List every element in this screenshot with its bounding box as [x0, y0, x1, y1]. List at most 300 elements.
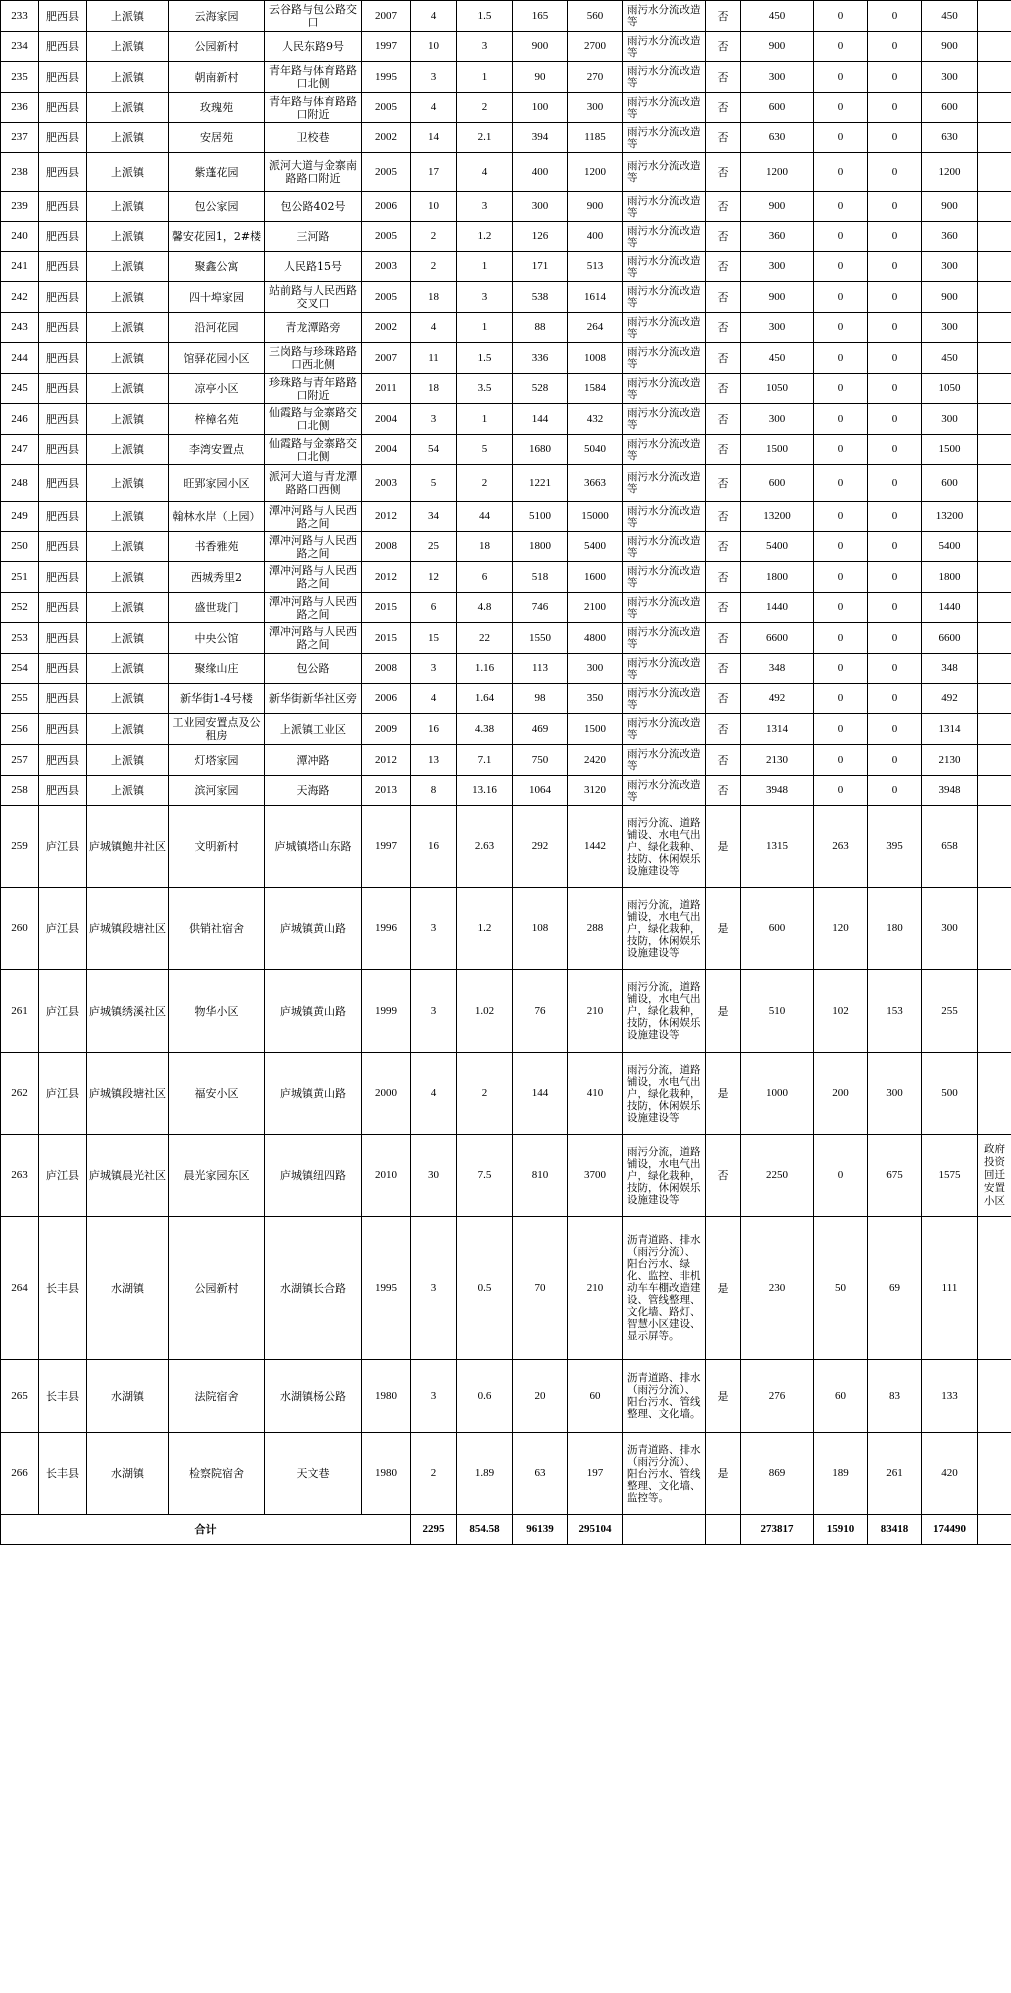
address-cell: 派河大道与青龙潭路路口西侧	[265, 465, 362, 502]
year-cell: 2005	[362, 222, 411, 252]
people-cell: 300	[568, 654, 623, 684]
year-cell: 1997	[362, 32, 411, 62]
investment-cell: 869	[741, 1433, 814, 1515]
provincial-fund-cell: 0	[868, 1, 922, 32]
community-name: 晨光家园东区	[169, 1135, 265, 1217]
area-cell: 3	[457, 32, 513, 62]
address-cell: 青年路与体育路路口北侧	[265, 62, 362, 93]
county-cell: 肥西县	[39, 435, 87, 465]
area-cell: 1.89	[457, 1433, 513, 1515]
people-cell: 1600	[568, 562, 623, 593]
year-cell: 2010	[362, 1135, 411, 1217]
address-cell: 庐城镇纽四路	[265, 1135, 362, 1217]
community-name: 法院宿舍	[169, 1360, 265, 1433]
investment-cell: 13200	[741, 502, 814, 532]
county-cell: 肥西县	[39, 654, 87, 684]
row-number: 246	[1, 404, 39, 435]
note-cell	[978, 252, 1011, 282]
table-row	[1, 343, 1011, 374]
totals-empty	[978, 1515, 1011, 1545]
table-row	[1, 1360, 1011, 1433]
measures-cell: 沥青道路、排水（雨污分流）、阳台污水、管线整理、文化墙、监控等。	[623, 1433, 706, 1515]
address-cell: 派河大道与金寨南路路口附近	[265, 153, 362, 192]
county-cell: 肥西县	[39, 123, 87, 153]
table-row	[1, 745, 1011, 776]
table-row	[1, 192, 1011, 222]
totals-empty	[623, 1515, 706, 1545]
local-fund-cell: 1800	[922, 562, 978, 593]
households-cell: 469	[513, 714, 568, 745]
town-cell: 上派镇	[87, 222, 169, 252]
investment-cell: 1440	[741, 593, 814, 623]
provincial-fund-cell: 0	[868, 684, 922, 714]
households-cell: 1800	[513, 532, 568, 562]
county-cell: 肥西县	[39, 745, 87, 776]
row-number: 251	[1, 562, 39, 593]
row-number: 241	[1, 252, 39, 282]
address-cell: 人民路15号	[265, 252, 362, 282]
local-fund-cell: 300	[922, 313, 978, 343]
people-cell: 410	[568, 1053, 623, 1135]
local-fund-cell: 1050	[922, 374, 978, 404]
flag-cell: 是	[706, 1433, 741, 1515]
local-fund-cell: 420	[922, 1433, 978, 1515]
community-name: 四十埠家园	[169, 282, 265, 313]
row-number: 253	[1, 623, 39, 654]
local-fund-cell: 500	[922, 1053, 978, 1135]
town-cell: 水湖镇	[87, 1433, 169, 1515]
note-cell	[978, 93, 1011, 123]
provincial-fund-cell: 0	[868, 404, 922, 435]
buildings-cell: 3	[411, 62, 457, 93]
town-cell: 上派镇	[87, 343, 169, 374]
households-cell: 165	[513, 1, 568, 32]
county-cell: 肥西县	[39, 404, 87, 435]
area-cell: 7.1	[457, 745, 513, 776]
town-cell: 庐城镇鲍井社区	[87, 806, 169, 888]
address-cell: 青龙潭路旁	[265, 313, 362, 343]
note-cell	[978, 282, 1011, 313]
measures-cell: 雨污分流，道路铺设，水电气出户，绿化栽种，技防，休闲娱乐设施建设等	[623, 888, 706, 970]
county-cell: 肥西县	[39, 282, 87, 313]
buildings-cell: 34	[411, 502, 457, 532]
area-cell: 1	[457, 62, 513, 93]
central-fund-cell: 0	[814, 502, 868, 532]
note-cell	[978, 1053, 1011, 1135]
households-cell: 528	[513, 374, 568, 404]
buildings-cell: 4	[411, 1, 457, 32]
area-cell: 4.38	[457, 714, 513, 745]
community-name: 包公家园	[169, 192, 265, 222]
table-row	[1, 465, 1011, 502]
year-cell: 2007	[362, 1, 411, 32]
row-number: 254	[1, 654, 39, 684]
measures-cell: 雨污水分流改造等	[623, 343, 706, 374]
note-cell	[978, 532, 1011, 562]
note-cell	[978, 32, 1011, 62]
row-number: 236	[1, 93, 39, 123]
community-name: 翰林水岸（上园）	[169, 502, 265, 532]
flag-cell: 否	[706, 404, 741, 435]
county-cell: 肥西县	[39, 313, 87, 343]
local-fund-cell: 360	[922, 222, 978, 252]
investment-cell: 230	[741, 1217, 814, 1360]
address-cell: 潭冲路	[265, 745, 362, 776]
note-cell	[978, 343, 1011, 374]
year-cell: 2003	[362, 465, 411, 502]
county-cell: 肥西县	[39, 465, 87, 502]
table-row	[1, 970, 1011, 1053]
flag-cell: 否	[706, 745, 741, 776]
provincial-fund-cell: 0	[868, 313, 922, 343]
year-cell: 1996	[362, 888, 411, 970]
local-fund-cell: 1575	[922, 1135, 978, 1217]
table-row	[1, 654, 1011, 684]
flag-cell: 否	[706, 32, 741, 62]
county-cell: 长丰县	[39, 1433, 87, 1515]
row-number: 233	[1, 1, 39, 32]
table-row	[1, 153, 1011, 192]
people-cell: 1200	[568, 153, 623, 192]
flag-cell: 否	[706, 1, 741, 32]
table-row	[1, 1135, 1011, 1217]
address-cell: 新华街新华社区旁	[265, 684, 362, 714]
investment-cell: 1315	[741, 806, 814, 888]
people-cell: 300	[568, 93, 623, 123]
central-fund-cell: 0	[814, 222, 868, 252]
community-name: 凉亭小区	[169, 374, 265, 404]
provincial-fund-cell: 0	[868, 153, 922, 192]
central-fund-cell: 0	[814, 1135, 868, 1217]
households-cell: 126	[513, 222, 568, 252]
note-cell	[978, 654, 1011, 684]
year-cell: 1997	[362, 806, 411, 888]
totals-c3: 174490	[922, 1515, 978, 1545]
town-cell: 上派镇	[87, 502, 169, 532]
central-fund-cell: 50	[814, 1217, 868, 1360]
town-cell: 上派镇	[87, 714, 169, 745]
totals-empty	[706, 1515, 741, 1545]
local-fund-cell: 1500	[922, 435, 978, 465]
community-name: 梓樟名苑	[169, 404, 265, 435]
table-row	[1, 888, 1011, 970]
measures-cell: 沥青道路、排水（雨污分流）、阳台污水、管线整理、文化墙。	[623, 1360, 706, 1433]
town-cell: 上派镇	[87, 654, 169, 684]
year-cell: 2002	[362, 313, 411, 343]
note-cell	[978, 970, 1011, 1053]
town-cell: 上派镇	[87, 532, 169, 562]
people-cell: 60	[568, 1360, 623, 1433]
row-number: 244	[1, 343, 39, 374]
county-cell: 肥西县	[39, 1, 87, 32]
totals-area: 854.58	[457, 1515, 513, 1545]
year-cell: 2002	[362, 123, 411, 153]
community-name: 馨安花园1，2#楼	[169, 222, 265, 252]
town-cell: 上派镇	[87, 93, 169, 123]
provincial-fund-cell: 0	[868, 343, 922, 374]
town-cell: 上派镇	[87, 562, 169, 593]
investment-cell: 600	[741, 888, 814, 970]
investment-cell: 276	[741, 1360, 814, 1433]
totals-label: 合计	[1, 1515, 411, 1545]
table-row	[1, 1053, 1011, 1135]
note-cell	[978, 776, 1011, 806]
local-fund-cell: 3948	[922, 776, 978, 806]
year-cell: 2007	[362, 343, 411, 374]
table-row	[1, 1433, 1011, 1515]
year-cell: 2011	[362, 374, 411, 404]
measures-cell: 雨污水分流改造等	[623, 714, 706, 745]
community-name: 玫瑰苑	[169, 93, 265, 123]
year-cell: 2012	[362, 562, 411, 593]
table-row	[1, 123, 1011, 153]
county-cell: 肥西县	[39, 776, 87, 806]
town-cell: 上派镇	[87, 123, 169, 153]
town-cell: 庐城镇段塘社区	[87, 1053, 169, 1135]
buildings-cell: 6	[411, 593, 457, 623]
address-cell: 潭冲河路与人民西路之间	[265, 593, 362, 623]
county-cell: 肥西县	[39, 502, 87, 532]
totals-people: 295104	[568, 1515, 623, 1545]
provincial-fund-cell: 0	[868, 93, 922, 123]
totals-households: 96139	[513, 1515, 568, 1545]
buildings-cell: 18	[411, 374, 457, 404]
buildings-cell: 25	[411, 532, 457, 562]
county-cell: 庐江县	[39, 888, 87, 970]
flag-cell: 是	[706, 970, 741, 1053]
buildings-cell: 5	[411, 465, 457, 502]
provincial-fund-cell: 0	[868, 745, 922, 776]
provincial-fund-cell: 0	[868, 62, 922, 93]
buildings-cell: 18	[411, 282, 457, 313]
town-cell: 上派镇	[87, 404, 169, 435]
year-cell: 1995	[362, 1217, 411, 1360]
flag-cell: 是	[706, 1053, 741, 1135]
flag-cell: 否	[706, 153, 741, 192]
people-cell: 2100	[568, 593, 623, 623]
local-fund-cell: 1440	[922, 593, 978, 623]
address-cell: 潭冲河路与人民西路之间	[265, 532, 362, 562]
town-cell: 上派镇	[87, 153, 169, 192]
central-fund-cell: 0	[814, 153, 868, 192]
households-cell: 292	[513, 806, 568, 888]
address-cell: 潭冲河路与人民西路之间	[265, 562, 362, 593]
households-cell: 336	[513, 343, 568, 374]
households-cell: 300	[513, 192, 568, 222]
row-number: 265	[1, 1360, 39, 1433]
year-cell: 2004	[362, 435, 411, 465]
area-cell: 4.8	[457, 593, 513, 623]
address-cell: 仙霞路与金寨路交口北侧	[265, 435, 362, 465]
note-cell	[978, 222, 1011, 252]
town-cell: 上派镇	[87, 32, 169, 62]
buildings-cell: 10	[411, 192, 457, 222]
people-cell: 400	[568, 222, 623, 252]
measures-cell: 雨污水分流改造等	[623, 32, 706, 62]
county-cell: 庐江县	[39, 1053, 87, 1135]
investment-cell: 1000	[741, 1053, 814, 1135]
people-cell: 900	[568, 192, 623, 222]
totals-c1: 15910	[814, 1515, 868, 1545]
note-cell	[978, 888, 1011, 970]
row-number: 263	[1, 1135, 39, 1217]
community-name: 紫蓬花园	[169, 153, 265, 192]
measures-cell: 雨污水分流改造等	[623, 222, 706, 252]
community-name: 文明新村	[169, 806, 265, 888]
local-fund-cell: 111	[922, 1217, 978, 1360]
buildings-cell: 17	[411, 153, 457, 192]
note-cell	[978, 374, 1011, 404]
flag-cell: 否	[706, 465, 741, 502]
people-cell: 1185	[568, 123, 623, 153]
investment-cell: 450	[741, 343, 814, 374]
people-cell: 432	[568, 404, 623, 435]
central-fund-cell: 60	[814, 1360, 868, 1433]
measures-cell: 雨污水分流改造等	[623, 654, 706, 684]
row-number: 237	[1, 123, 39, 153]
note-cell	[978, 502, 1011, 532]
address-cell: 天文巷	[265, 1433, 362, 1515]
address-cell: 人民东路9号	[265, 32, 362, 62]
measures-cell: 雨污水分流改造等	[623, 62, 706, 93]
people-cell: 1442	[568, 806, 623, 888]
households-cell: 144	[513, 404, 568, 435]
households-cell: 538	[513, 282, 568, 313]
households-cell: 810	[513, 1135, 568, 1217]
town-cell: 上派镇	[87, 282, 169, 313]
row-number: 238	[1, 153, 39, 192]
note-cell	[978, 1, 1011, 32]
year-cell: 2003	[362, 252, 411, 282]
people-cell: 210	[568, 970, 623, 1053]
table-row	[1, 502, 1011, 532]
year-cell: 1999	[362, 970, 411, 1053]
row-number: 262	[1, 1053, 39, 1135]
area-cell: 18	[457, 532, 513, 562]
table-row	[1, 282, 1011, 313]
provincial-fund-cell: 395	[868, 806, 922, 888]
local-fund-cell: 900	[922, 32, 978, 62]
households-cell: 90	[513, 62, 568, 93]
buildings-cell: 16	[411, 714, 457, 745]
community-name: 灯塔家园	[169, 745, 265, 776]
area-cell: 1	[457, 252, 513, 282]
measures-cell: 雨污水分流改造等	[623, 1, 706, 32]
flag-cell: 否	[706, 343, 741, 374]
county-cell: 肥西县	[39, 252, 87, 282]
people-cell: 15000	[568, 502, 623, 532]
town-cell: 庐城镇段塘社区	[87, 888, 169, 970]
table-row	[1, 806, 1011, 888]
address-cell: 青年路与体育路路口附近	[265, 93, 362, 123]
town-cell: 水湖镇	[87, 1217, 169, 1360]
households-cell: 518	[513, 562, 568, 593]
people-cell: 5040	[568, 435, 623, 465]
row-number: 245	[1, 374, 39, 404]
people-cell: 513	[568, 252, 623, 282]
community-name: 朝南新村	[169, 62, 265, 93]
measures-cell: 雨污水分流改造等	[623, 252, 706, 282]
measures-cell: 雨污水分流改造等	[623, 502, 706, 532]
households-cell: 63	[513, 1433, 568, 1515]
measures-cell: 雨污分流，道路铺设，水电气出户，绿化栽种，技防，休闲娱乐设施建设等	[623, 1053, 706, 1135]
provincial-fund-cell: 69	[868, 1217, 922, 1360]
provincial-fund-cell: 180	[868, 888, 922, 970]
note-cell	[978, 62, 1011, 93]
central-fund-cell: 0	[814, 93, 868, 123]
flag-cell: 否	[706, 532, 741, 562]
town-cell: 上派镇	[87, 465, 169, 502]
people-cell: 2700	[568, 32, 623, 62]
central-fund-cell: 102	[814, 970, 868, 1053]
town-cell: 上派镇	[87, 62, 169, 93]
note-cell	[978, 465, 1011, 502]
row-number: 249	[1, 502, 39, 532]
measures-cell: 雨污水分流改造等	[623, 465, 706, 502]
community-name: 物华小区	[169, 970, 265, 1053]
buildings-cell: 11	[411, 343, 457, 374]
provincial-fund-cell: 0	[868, 192, 922, 222]
year-cell: 2012	[362, 502, 411, 532]
provincial-fund-cell: 0	[868, 374, 922, 404]
investment-cell: 600	[741, 465, 814, 502]
row-number: 250	[1, 532, 39, 562]
measures-cell: 雨污水分流改造等	[623, 776, 706, 806]
measures-cell: 雨污水分流改造等	[623, 282, 706, 313]
investment-cell: 1800	[741, 562, 814, 593]
investment-cell: 900	[741, 282, 814, 313]
area-cell: 44	[457, 502, 513, 532]
row-number: 266	[1, 1433, 39, 1515]
households-cell: 1680	[513, 435, 568, 465]
local-fund-cell: 1314	[922, 714, 978, 745]
community-name: 公园新村	[169, 1217, 265, 1360]
buildings-cell: 8	[411, 776, 457, 806]
totals-buildings: 2295	[411, 1515, 457, 1545]
community-name: 云海家园	[169, 1, 265, 32]
table-row	[1, 593, 1011, 623]
investment-cell: 1200	[741, 153, 814, 192]
area-cell: 0.5	[457, 1217, 513, 1360]
community-name: 馆驿花园小区	[169, 343, 265, 374]
flag-cell: 否	[706, 435, 741, 465]
provincial-fund-cell: 0	[868, 562, 922, 593]
buildings-cell: 3	[411, 404, 457, 435]
flag-cell: 否	[706, 252, 741, 282]
town-cell: 上派镇	[87, 1, 169, 32]
note-cell	[978, 192, 1011, 222]
local-fund-cell: 2130	[922, 745, 978, 776]
address-cell: 上派镇工业区	[265, 714, 362, 745]
local-fund-cell: 1200	[922, 153, 978, 192]
area-cell: 4	[457, 153, 513, 192]
people-cell: 3120	[568, 776, 623, 806]
year-cell: 1980	[362, 1433, 411, 1515]
year-cell: 2012	[362, 745, 411, 776]
households-cell: 100	[513, 93, 568, 123]
note-cell	[978, 562, 1011, 593]
note-cell	[978, 714, 1011, 745]
note-cell	[978, 1360, 1011, 1433]
households-cell: 171	[513, 252, 568, 282]
note-cell	[978, 593, 1011, 623]
town-cell: 上派镇	[87, 593, 169, 623]
central-fund-cell: 0	[814, 32, 868, 62]
note-cell	[978, 623, 1011, 654]
local-fund-cell: 6600	[922, 623, 978, 654]
year-cell: 2005	[362, 282, 411, 313]
measures-cell: 雨污水分流改造等	[623, 93, 706, 123]
